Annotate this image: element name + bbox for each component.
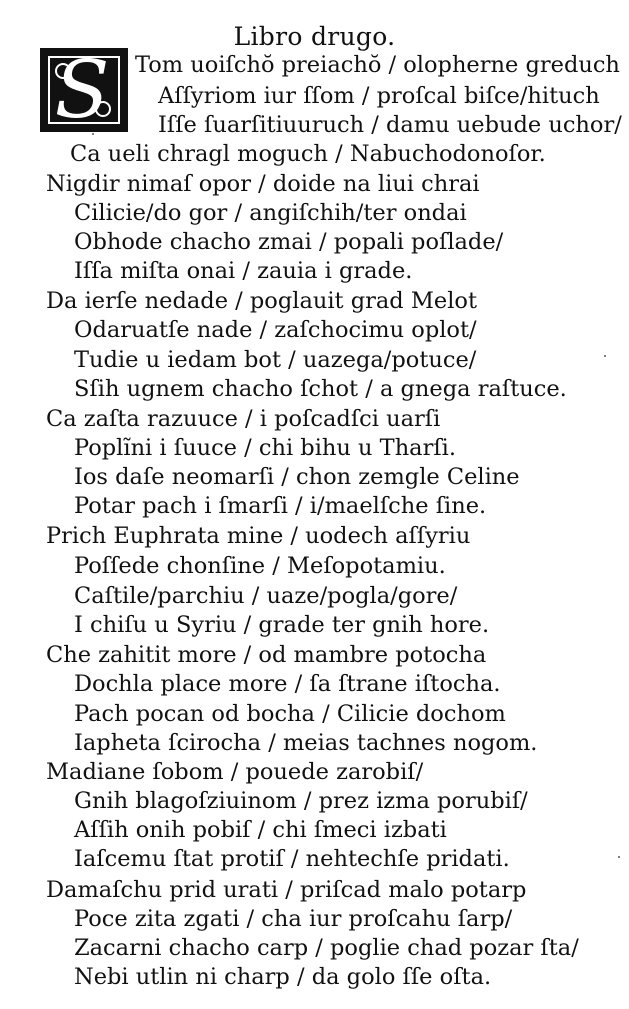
verse-line: Gnih blagoſziuinom / prez izma porubiſ/ [74, 788, 528, 814]
verse-line: Aſſih onih pobiſ / chi ſmeci izbati [74, 817, 447, 843]
verse-line: Damaſchu prid urati / priſcad malo potarp [46, 877, 527, 903]
verse-line: Sſih ugnem chacho ſchot / a gnega raſtuce. [74, 376, 567, 402]
verse-line: Madiane ſobom / pouede zarobiſ/ [46, 759, 424, 785]
verse-line: Nebi utlin ni charp / da golo ſſe oſta. [74, 964, 492, 990]
verse-line: Dochla place more / ſa ſtrane iſtocha. [74, 671, 501, 697]
verse-line: Odaruatſe nade / zaſchocimu oplot/ [74, 317, 477, 343]
verse-line: Iſſe ſuarſitiuuruch / damu uebude uchor/ [158, 112, 622, 138]
verse-line: Ca zaſta razuuce / i poſcadſci uarſi [46, 406, 441, 432]
verse-line: Prich Euphrata mine / uodech aſſyriu [46, 523, 471, 549]
verse-line: Tom uoiſchŏ preiachŏ / olopherne greduch [135, 52, 620, 78]
ink-speck [92, 133, 94, 135]
verse-line: Obhode chacho zmai / popali poſlade/ [74, 229, 504, 255]
verse-line: Poce zita zgati / cha iur proſcahu ſarp/ [74, 906, 513, 932]
verse-line: Tudie u iedam bot / uazega/potuce/ [74, 347, 477, 373]
verse-line: Poplĩni i ſuuce / chi bihu u Tharſi. [74, 435, 457, 461]
verse-line: Potar pach i ſmarſi / i/maelſche ſine. [74, 493, 487, 519]
verse-line: Nigdir nimaſ opor / doide na liui chrai [46, 171, 480, 197]
verse-line: Aſſyriom iur ſſom / proſcal biſce/hituch [158, 83, 600, 109]
verse-line: Che zahitit more / od mambre potocha [46, 642, 487, 668]
running-head: Libro drugo. [233, 22, 396, 51]
decorated-initial [40, 48, 128, 132]
verse-line: Caſtile/parchiu / uaze/pogla/gore/ [74, 583, 458, 609]
verse-line: I chiſu u Syriu / grade ter gnih hore. [74, 612, 490, 638]
verse-line: Pach pocan od bocha / Cilicie dochom [74, 701, 506, 727]
verse-line: Iaſcemu ſtat protiſ / nehtechſe pridati. [74, 846, 510, 872]
verse-line: Ios daſe neomarſi / chon zemgle Celine [74, 464, 520, 490]
verse-line: Ca ueli chragl moguch / Nabuchodonoſor. [70, 141, 546, 167]
ink-speck [604, 355, 606, 357]
initial-letter: S [54, 48, 110, 132]
verse-line: Cilicie/do gor / angiſchih/ter ondai [74, 200, 467, 226]
verse-line: Iapheta ſcirocha / meias tachnes nogom. [74, 730, 538, 756]
ink-speck [618, 856, 620, 858]
verse-line: Poſſede chonſine / Meſopotamiu. [74, 553, 446, 579]
verse-line: Iſſa miſta onai / zauia i grade. [74, 258, 413, 284]
verse-line: Zacarni chacho carp / poglie chad pozar ſta/ [74, 935, 579, 961]
verse-line: Da ierſe nedade / poglauit grad Melot [46, 288, 478, 314]
